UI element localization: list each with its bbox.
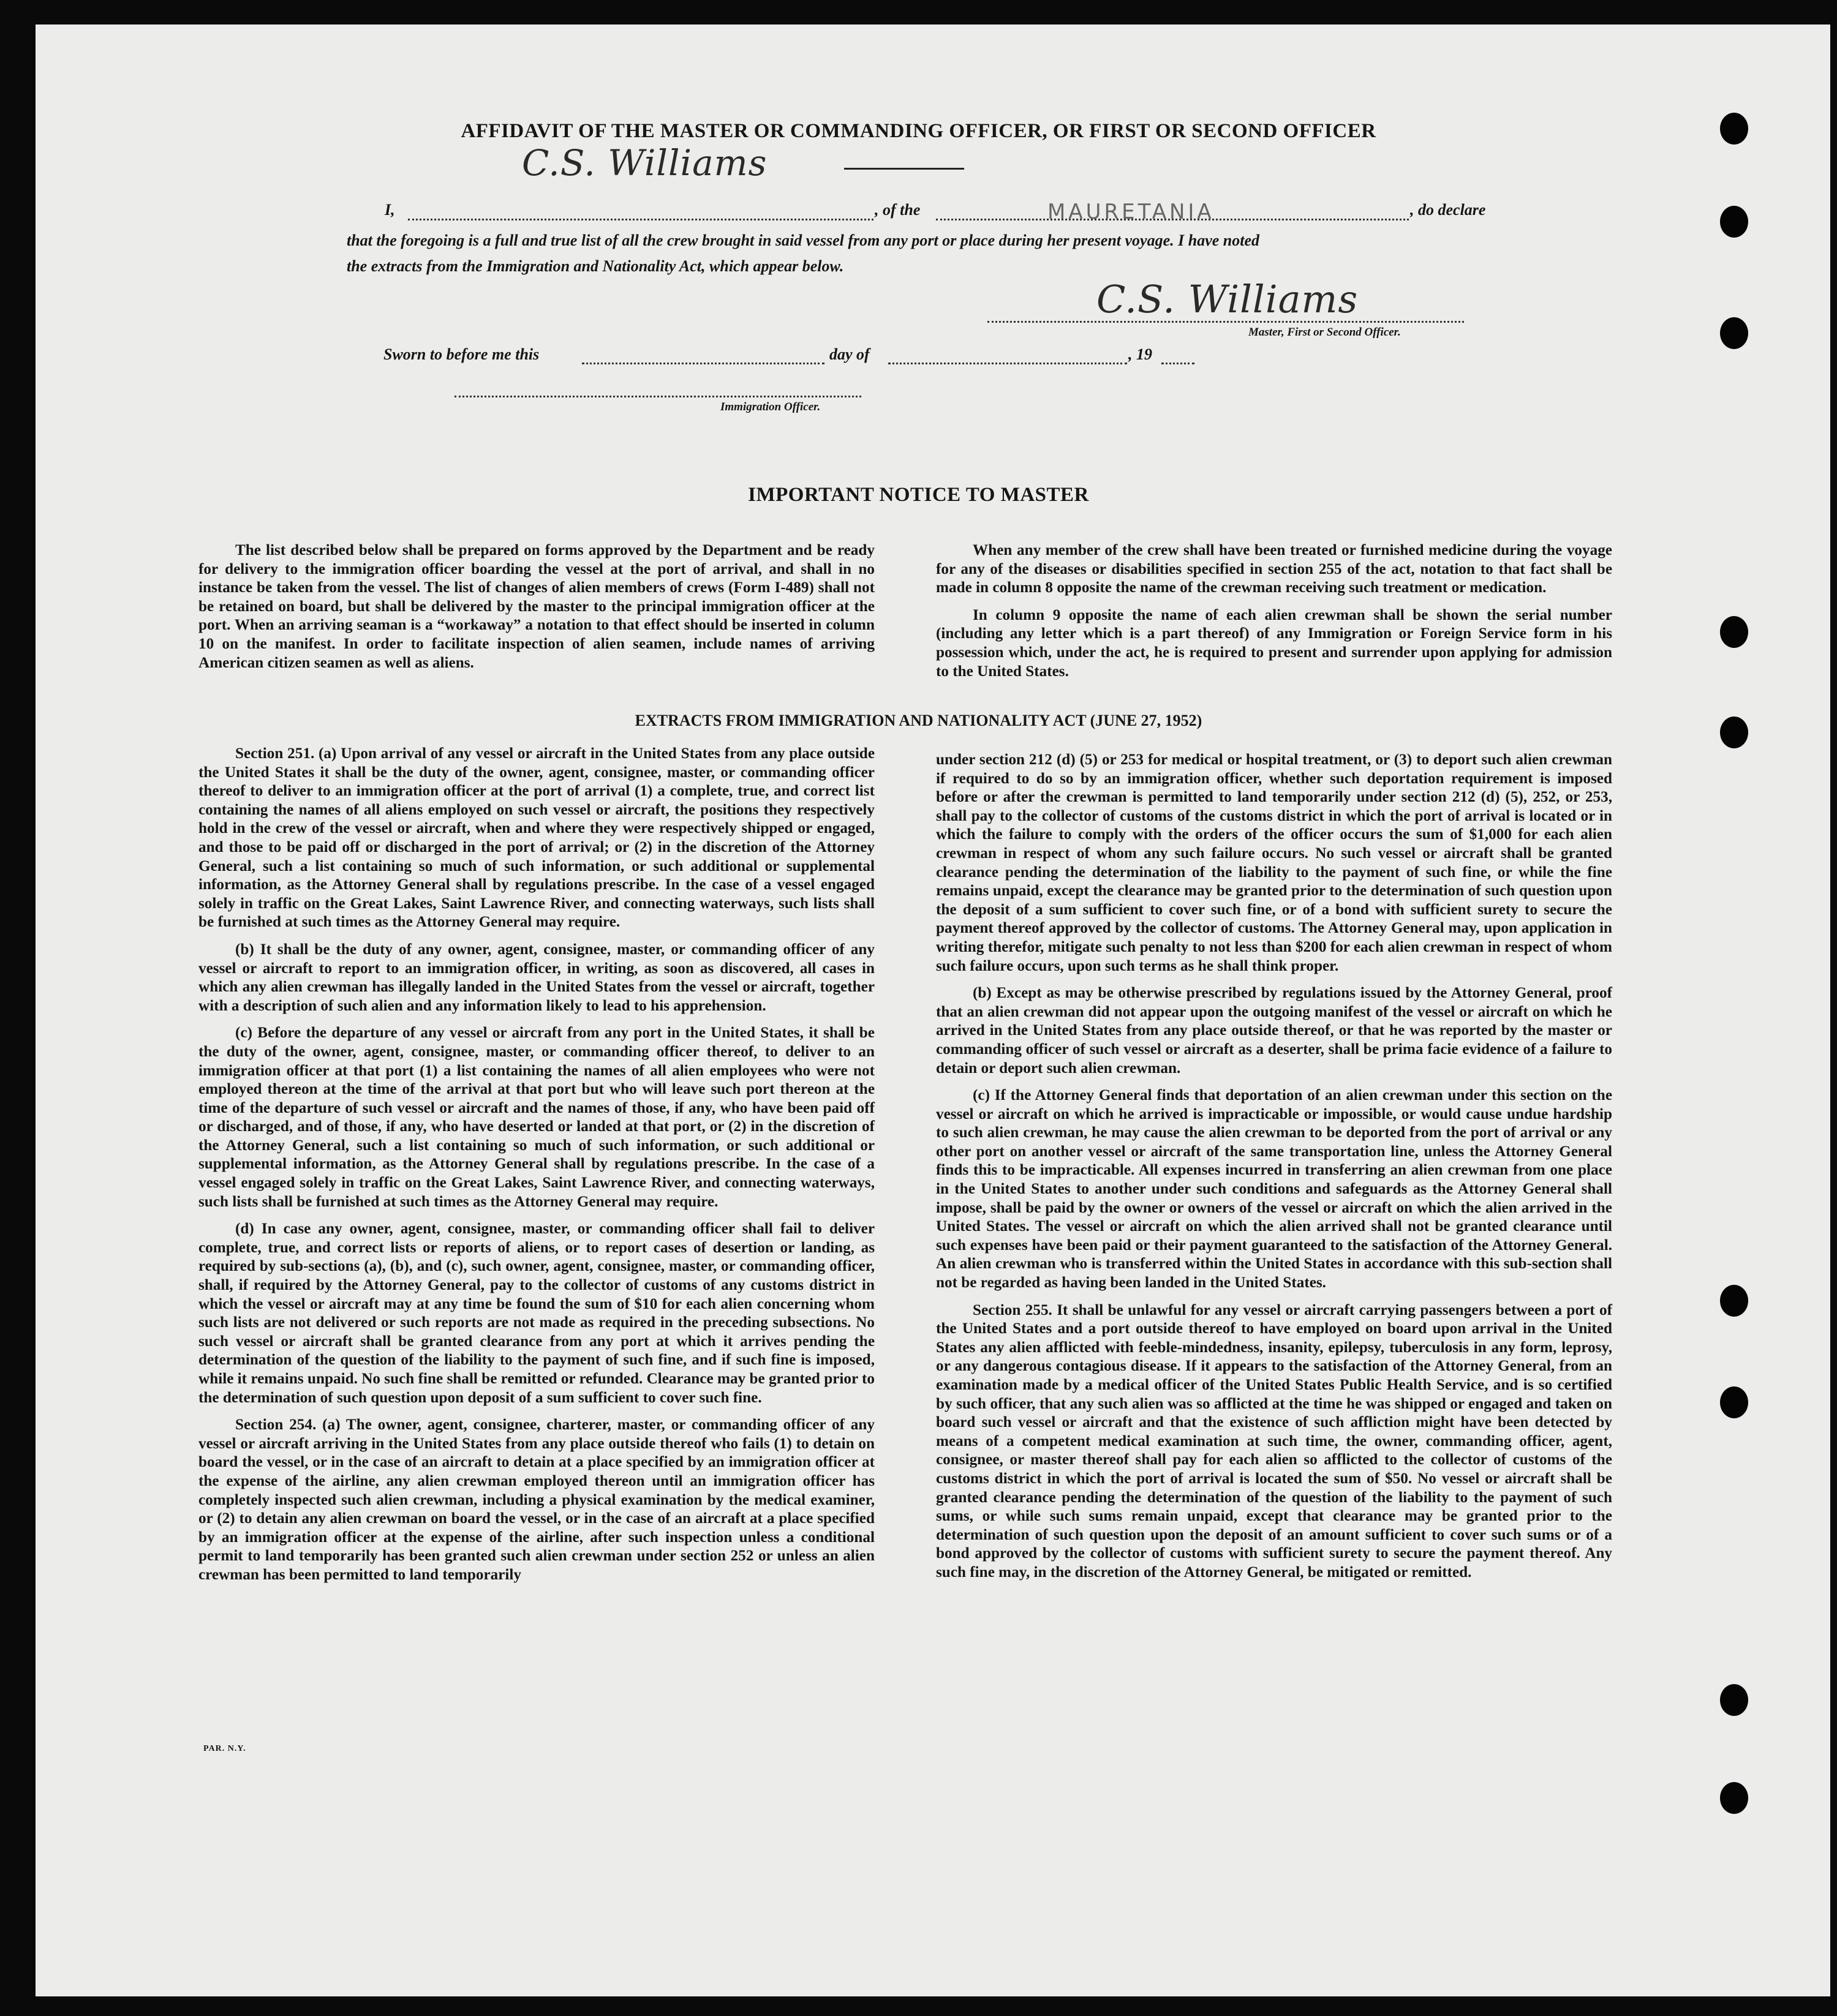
of-the-label: , of the [875,201,921,219]
section-254a: Section 254. (a) The owner, agent, consignee, charterer, master, or commanding officer of any vessel or aircraft arriving in the United States from any place outside thereof who fails (1) to detain on board the vessel, or in the case of an aircraft to detain at a place specified by an immigration officer at the expense of the airline, any alien crewman employed thereon until an immigration officer has completely inspected such alien crewman, including a physical examination by the medical examiner, or (2) to detain any alien crewman on board the vessel, or in the case of an aircraft at a place specified by an immigration officer at the expense of the airline, after such inspection unless a conditional permit to land temporarily has been granted such alien crewman under section 252 or unless an alien crewman has been permitted to land temporarily [198,1416,875,1583]
punch-hole [1720,717,1748,748]
section-254a-continued: under section 212 (d) (5) or 253 for medical or hospital treatment, or (3) to deport such alien crewman if required to do so by an immigration officer, whether such deportation requirement is imposed before or after the crewman is permitted to land temporarily under section 212 (d) (5), 252, or 253, shall pay to the collector of customs of the customs district in which the port of arrival is located or in which the failure to comply with the orders of the officer occurs the sum of $1,000 for each alien crewman in respect of whom any such failure occurs. No such vessel or aircraft shall be granted clearance pending the determination of the liability to the payment of such fine, or while the fine remains unpaid, except the clearance may be granted prior to the determination of such question upon the deposit of a sum sufficient to cover such fine, or of a bond with sufficient surety to secure the payment thereof approved by the collector of customs. The Attorney General may, upon application in writing therefor, mitigate such penalty to not less than $200 for each alien crewman in respect of whom such failure occurs, upon such terms as he shall think proper. [936,751,1612,974]
section-254b: (b) Except as may be otherwise prescribed by regulations issued by the Attorney General, proof that an alien crewman did not appear upon the outgoing manifest of the vessel or aircraft on which he arrived in the United States from any place outside thereof, or that he was reported by the master or commanding officer of such vessel or aircraft as a deserter, shall be prima facie evidence of a failure to detain or deport such alien crewman. [936,985,1612,1077]
section-251a: Section 251. (a) Upon arrival of any vessel or aircraft in the United States from any place outside the United States it shall be the duty of the owner, agent, consignee, master, or commanding officer thereof to deliver to an immigration officer at the port of arrival (1) a complete, true, and correct list containing the names of all aliens employed on such vessel or aircraft, the positions they respectively hold in the crew of the vessel or aircraft, when and where they were respectively shipped or engaged, and those to be paid off or discharged in the port of arrival; or (2) in the discretion of the Attorney General, such a list containing so much of such information, or such additional or supplemental information, as the Attorney General shall by regulations prescribe. In the case of a vessel engaged solely in traffic on the Great Lakes, Saint Lawrence River, and connecting waterways, such lists shall be furnished at such times as the Attorney General may require. [198,745,875,931]
section-251d: (d) In case any owner, agent, consignee, master, or commanding officer shall fail to deliver complete, true, and correct lists or reports of aliens, or to report cases of desertion or landing, as required by sub-sections (a), (b), and (c), such owner, agent, consignee, master, or commanding officer, shall, if required by the Attorney General, pay to the collector of customs of any customs district in which the vessel or aircraft may at any time be found the sum of $10 for each alien concerning whom such lists are not delivered or such reports are not made as required in the preceding subsections. No such vessel or aircraft shall be granted clearance from any port at which it arrives pending the determination of the question of the liability to the payment of such fine, and if such fine is imposed, while it remains unpaid. No such fine shall be remitted or refunded. Clearance may be granted prior to the determination of such question upon deposit of a sum sufficient to cover such fine. [198,1221,875,1406]
section-254c: (c) If the Attorney General finds that deportation of an alien crewman under this section on the vessel or aircraft on which he arrived is impracticable or impossible, or would cause undue hardship to such alien crewman, he may cause the alien crewman to be deported from the port of arrival or any other port on another vessel or aircraft of the same transportation line, unless the Attorney General finds this to be impracticable. All expenses incurred in transferring an alien crewman from one place in the United States to another under such conditions and safeguards as the Attorney General shall impose, shall be paid by the owner or owners of the vessel or aircraft on which the alien arrived in the United States. The vessel or aircraft on which the alien arrived shall not be granted clearance until such expenses have been paid or their payment guaranteed to the satisfaction of the Attorney General. An alien crewman who is transferred within the United States in accordance with this sub-section shall not be regarded as having been landed in the United States. [936,1087,1612,1292]
punch-hole [1720,317,1748,349]
section-255: Section 255. It shall be unlawful for any vessel or aircraft carrying passengers between a port of the United States and a port outside thereof to have employed on board upon arrival in the United States any alien afflicted with feeble-mindedness, insanity, epilepsy, tuberculosis in any form, leprosy, or any dangerous contagious disease. If it appears to the satisfaction of the Attorney General, from an examination made by a medical officer of the United States Public Health Service, and is so certified by such officer, that any such alien was so afflicted at the time he was shipped or engaged and taken on board such vessel or aircraft and that the existence of such affliction might have been detected by means of a competent medical examination at such time, the owner, commanding officer, agent, consignee, or master thereof shall pay for each alien so afflicted to the collector of customs of the customs district in which the port of arrival is located the sum of $50. No vessel or aircraft shall be granted clearance pending the determination of the question of the liability to the payment of such sums, or while such sums remain unpaid, except that clearance may be granted prior to the determination of such question upon the deposit of an amount sufficient to cover such sums or of a bond approved by the collector of customs with sufficient surety to secure the payment thereof. Any such fine may, in the discretion of the Attorney General, be mitigated or remitted. [936,1301,1612,1581]
punch-hole [1720,616,1748,648]
officer-signature-line [455,396,861,397]
sworn-month-line [888,363,1127,364]
notice-right-paragraph-1: When any member of the crew shall have been treated or furnished medicine during the voyage for any of the diseases or disabilities specified in section 255 of the act, notation to that fact shall be made in column 8 opposite the name of the crewman receiving such treatment or medication. [936,542,1612,596]
notice-left-paragraph: The list described below shall be prepared on forms approved by the Department and be ready for delivery to the immigration officer boarding the vessel at the port of arrival, and shall in no instance be taken from the vessel. The list of changes of alien members of crews (Form I-489) shall not be retained on board, but shall be delivered by the master to the principal immigration officer at the port. When an arriving seaman is a “workaway” a notation to that effect should be inserted in column 10 on the manifest. In order to facilitate inspection of alien seamen, include names of arriving American citizen seamen as well as aliens. [198,542,875,671]
punch-hole [1720,113,1748,145]
statement-line-2: the extracts from the Immigration and Nationality Act, which appear below. [347,257,844,275]
handwritten-name: C.S. Williams [522,142,768,184]
title-underline [844,168,964,170]
section-251c: (c) Before the departure of any vessel or aircraft from any port in the United States, it shall be the duty of the owner, agent, consignee, master, or commanding officer thereof, to deliver to an immigration officer at that port (1) a list containing the names of all alien employees who were not employed thereon at the time of the arrival at that port but who will leave such port thereon at the time of the departure of such vessel or aircraft and the names of those, if any, who have been paid off or discharged, and of those, if any, who have deserted or landed at that port, or (2) in the discretion of the Attorney General, such a list containing so much of such information, or such additional or supplemental information, as the Attorney General shall by regulations prescribe. In the case of a vessel engaged solely in traffic on the Great Lakes, Saint Lawrence River, and connecting waterways, such lists shall be furnished at such times as the Attorney General may require. [198,1025,875,1210]
day-of-label: day of [829,345,870,363]
punch-hole [1720,1782,1748,1814]
notice-left-column [198,541,875,681]
printer-mark: PAR. N.Y. [203,1744,246,1753]
punch-hole [1720,1684,1748,1716]
punch-hole [1720,1285,1748,1317]
statement-line-1: that the foregoing is a full and true list of all the crew brought in said vessel from any port or place during her present voyage. I have noted [347,231,1260,249]
notice-title: IMPORTANT NOTICE TO MASTER [748,484,1089,506]
section-251b: (b) It shall be the duty of any owner, agent, consignee, master, or commanding officer of any vessel or aircraft to report to an immigration officer, in writing, as soon as discovered, all cases in which any alien crewman has illegally landed in the United States from the vessel or aircraft, together with a description of such alien and any information likely to lead to his apprehension. [198,941,875,1014]
affidavit-title: AFFIDAVIT OF THE MASTER OR COMMANDING OFFICER, OR FIRST OR SECOND OFFICER [461,120,1376,142]
notice-right-paragraph-2: In column 9 opposite the name of each alien crewman shall be shown the serial number (including any letter which is a part thereof) of any Immigration or Foreign Service form in his possession which, under the act, he is required to present and surrender upon applying for admission to the United States. [936,606,1612,680]
master-signature: C.S. Williams [1096,277,1359,322]
sworn-label: Sworn to before me this [383,345,540,363]
signature-line [987,321,1464,323]
i-label: I, [385,201,395,219]
name-field-line [408,219,873,220]
extracts-right-column [936,751,1612,1591]
notice-right-column [936,541,1612,690]
sworn-year-line [1161,363,1194,364]
extracts-title: EXTRACTS FROM IMMIGRATION AND NATIONALITY ACT (JUNE 27, 1952) [635,712,1202,729]
extracts-left-column [198,745,875,1593]
sworn-day-line [582,363,824,364]
year-label: , 19 [1128,345,1152,363]
signature-caption: Master, First or Second Officer. [1248,326,1401,339]
declare-label: , do declare [1410,201,1486,219]
officer-caption: Immigration Officer. [720,401,821,413]
vessel-name-stamp: MAURETANIA [1047,200,1215,224]
punch-hole [1720,1386,1748,1418]
punch-hole [1720,206,1748,238]
